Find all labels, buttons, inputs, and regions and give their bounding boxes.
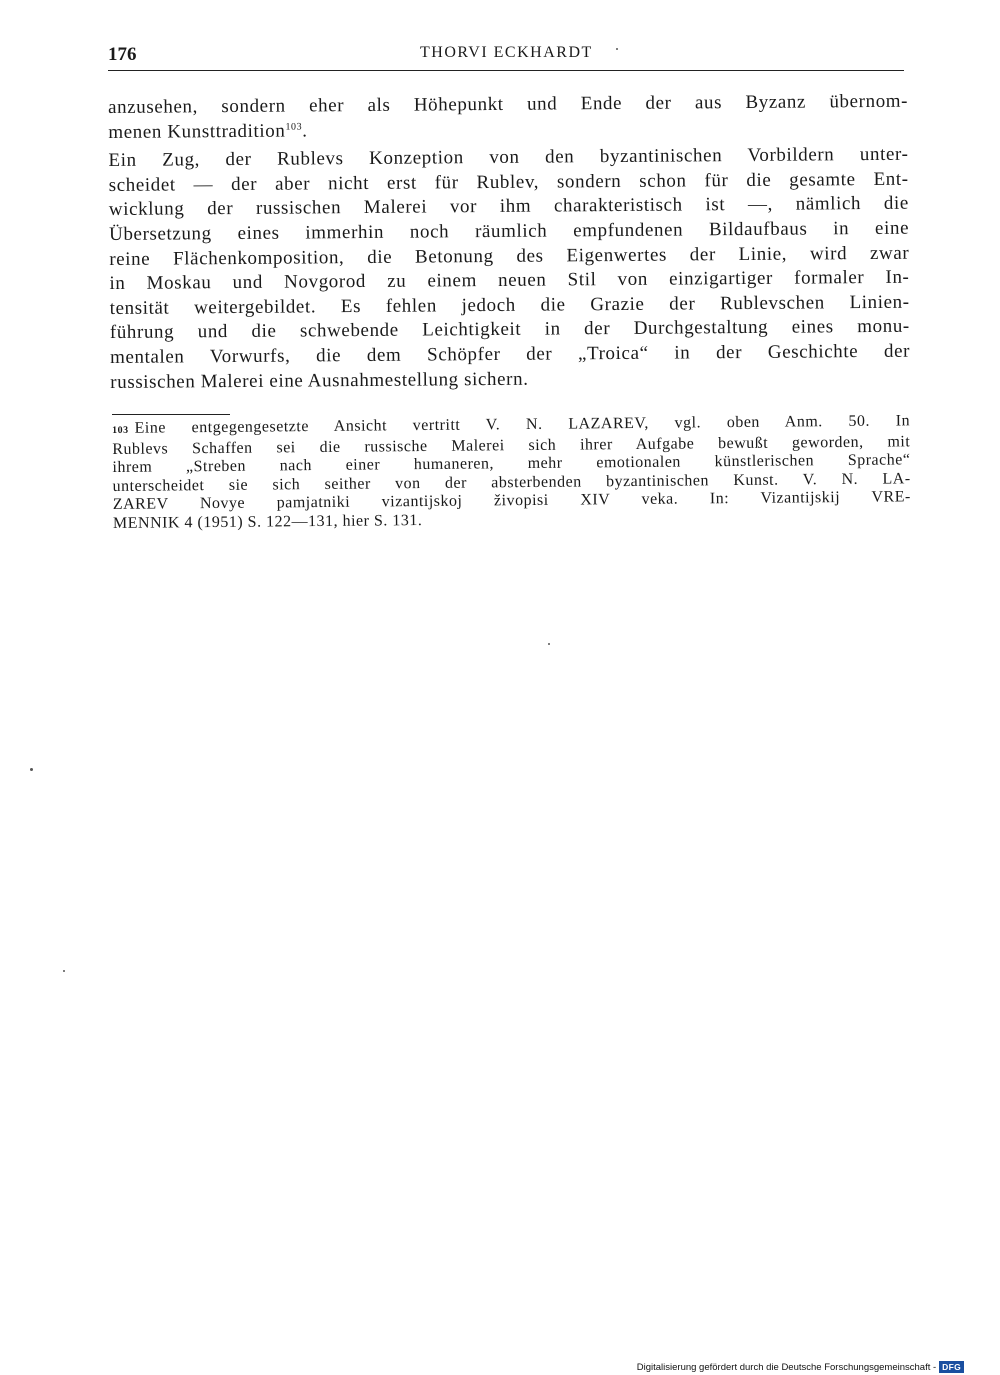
paragraph-1 bbox=[108, 90, 908, 145]
scan-speck bbox=[548, 643, 550, 645]
footnote-separator bbox=[112, 414, 230, 415]
text-line: scheidet — der aber nicht erst für Rublev, sondern schon für die gesamte Ent- bbox=[108, 168, 909, 196]
digitization-credit bbox=[637, 1361, 964, 1373]
main-text bbox=[108, 90, 910, 395]
credit-text: Digitalisierung gefördert durch die Deutsche Forschungsgemeinschaft - bbox=[636, 1361, 937, 1373]
footnote-number: 103 bbox=[112, 424, 129, 436]
footnote-line: unterscheidet sie sich seither von der absterbenden byzantinischen Kunst. V. N. LA- bbox=[112, 470, 911, 495]
text-line: führung und die schwebende Leichtigkeit in der Durchgestaltung eines monu- bbox=[109, 316, 910, 344]
dfg-logo: DFG bbox=[939, 1361, 964, 1373]
footnote bbox=[112, 412, 911, 533]
footnote-line: Rublevs Schaffen sei die russische Malerei sich ihrer Aufgabe bewußt geworden, mit bbox=[112, 432, 911, 458]
text-line: mentalen Vorwurfs, die dem Schöpfer der „Troica“ in der Geschichte der bbox=[109, 340, 911, 368]
text-line: in Moskau und Novgorod zu einem neuen Stil von einzigartiger formaler In- bbox=[109, 266, 910, 295]
footnote-reference: 103 bbox=[285, 121, 303, 133]
scan-speck bbox=[63, 970, 65, 972]
page-number: 176 bbox=[108, 44, 137, 65]
text-line: wicklung der russischen Malerei vor ihm charakteristisch ist —, nämlich die bbox=[108, 193, 909, 221]
text-line: tensität weitergebildet. Es fehlen jedoch die Grazie der Rublevschen Linien- bbox=[109, 291, 910, 319]
scan-speck bbox=[30, 768, 33, 771]
footnote-line: MENNIK 4 (1951) S. 122—131, hier S. 131. bbox=[112, 511, 423, 532]
text-line: russischen Malerei eine Ausnahmestellung sichern. bbox=[110, 368, 529, 393]
sentence-end: . bbox=[302, 120, 308, 142]
footnote-line-text: Eine entgegengesetzte Ansicht vertritt V. N. LAZAREV, vgl. oben Anm. 50. In bbox=[134, 412, 911, 437]
running-head: THORVI ECKHARDT bbox=[420, 44, 593, 61]
text-line: Ein Zug, der Rublevs Konzeption von den byzantinischen Vorbildern unter- bbox=[108, 143, 909, 172]
footnote-line: ZAREV Novye pamjatniki vizantijskoj živopisi XIV veka. In: Vizantijskij VRE- bbox=[112, 488, 911, 514]
text-line: anzusehen, sondern eher als Höhepunkt und Ende der aus Byzanz übernom- bbox=[108, 90, 909, 118]
scan-speck bbox=[616, 48, 618, 50]
paragraph-2 bbox=[108, 143, 910, 395]
text-line-content: menen Kunsttradition bbox=[108, 120, 286, 143]
page-header bbox=[108, 44, 904, 71]
text-line: Übersetzung eines immerhin noch räumlich empfundenen Bildaufbaus in eine bbox=[109, 217, 910, 245]
text-line: reine Flächenkomposition, die Betonung des Eigenwertes der Linie, wird zwar bbox=[109, 242, 910, 270]
footnote-line: ihrem „Streben nach einer humaneren, mehr emotionalen künstlerischen Sprache“ bbox=[112, 451, 911, 477]
